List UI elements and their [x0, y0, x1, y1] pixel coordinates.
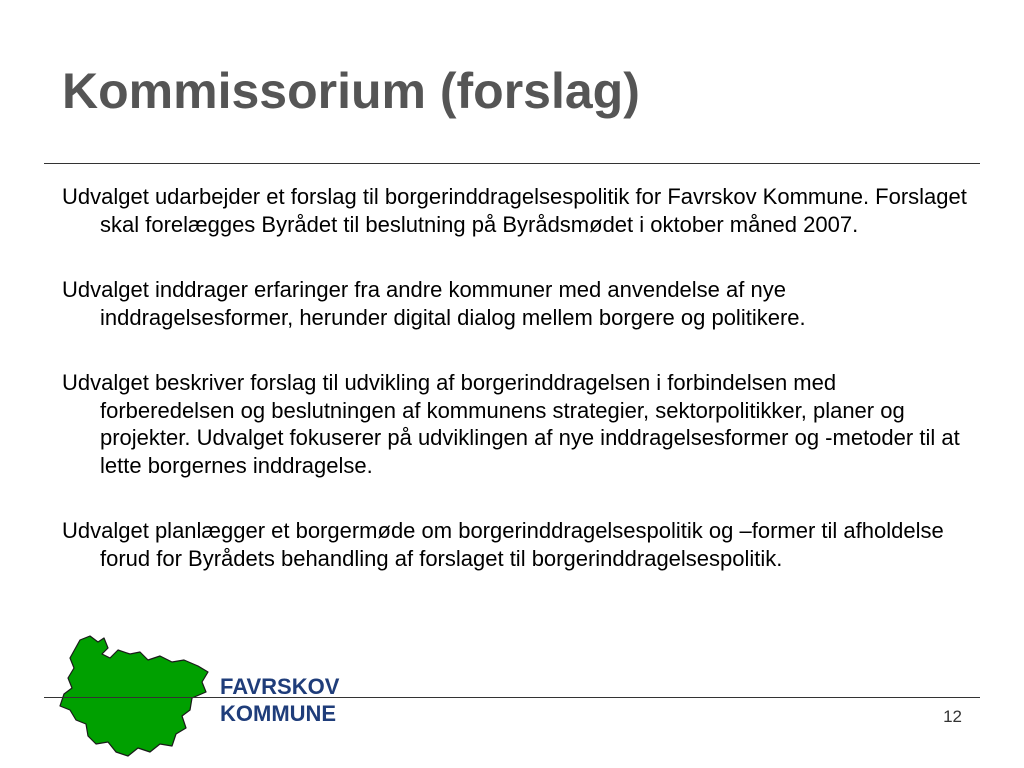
municipality-logo-text	[220, 673, 339, 727]
slide-title: Kommissorium (forslag)	[62, 63, 640, 119]
municipality-map-icon	[52, 632, 212, 760]
paragraph-2: Udvalget inddrager erfaringer fra andre kommuner med anvendelse af nye inddragelsesformer, herunder digital dialog mellem borgere og politikere.	[62, 277, 806, 330]
logo-line-1: FAVRSKOV	[220, 674, 340, 699]
logo-line-2: KOMMUNE	[220, 701, 337, 726]
paragraph-1: Udvalget udarbejder et forslag til borgerinddragelsespolitik for Favrskov Kommune. Forslaget skal forelægges Byrådet til beslutning på Byrådsmødet i oktober måned 2007.	[62, 184, 967, 237]
footer-divider	[44, 697, 980, 698]
page-number: 12	[943, 707, 962, 726]
map-shape	[60, 636, 208, 756]
title-divider	[44, 163, 980, 164]
slide-body	[62, 183, 972, 572]
paragraph-3: Udvalget beskriver forslag til udvikling af borgerinddragelsen i forbindelsen med forberedelsen og beslutningen af kommunens strategier, sektorpolitikker, planer og projekter. Udvalget fokuserer på udviklingen af nye inddragelsesformer og -metoder til at lette borgernes inddragelse.	[62, 370, 960, 478]
paragraph-4: Udvalget planlægger et borgermøde om borgerinddragelsespolitik og –former til afholdelse forud for Byrådets behandling af forslaget til borgerinddragelsespolitik.	[62, 518, 944, 571]
